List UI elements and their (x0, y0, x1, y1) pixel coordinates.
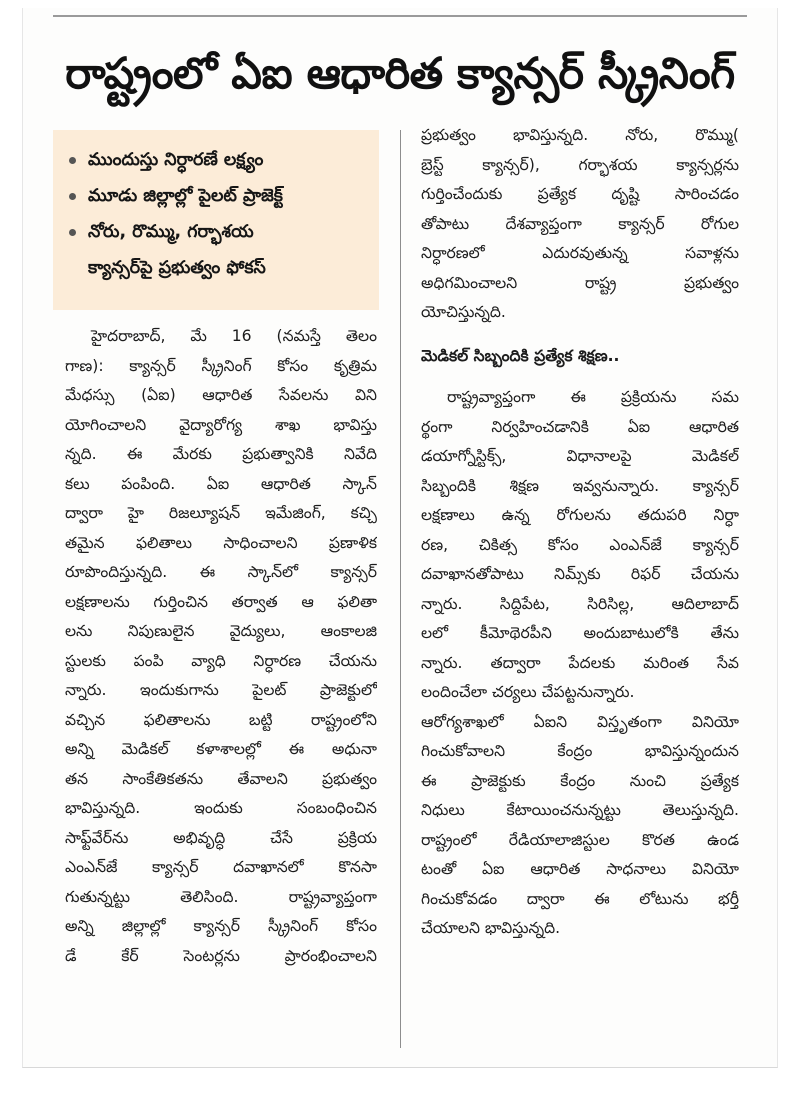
text-line: నిర్ధారణలో ఎదురవుతున్న సవాళ్లను (421, 244, 739, 262)
text-line: రాష్ట్రవ్యాప్తంగా ఈ ప్రక్రియను సమ (447, 388, 739, 406)
text-line: యోగించాలని వైద్యారోగ్య శాఖ భావిస్తు (65, 415, 377, 434)
text-line: ఎంఎన్‌జే క్యాన్సర్ దవాఖానలో కొనసా (65, 858, 377, 876)
text-line: రూపొందిస్తున్నది. ఈ స్కాన్‌లో క్యాన్సర్ (65, 563, 377, 581)
text-line: లక్షణాలను గుర్తించిన తర్వాత ఆ ఫలితా (65, 592, 377, 611)
text-line: ద్వారా హై రిజల్యూషన్ ఇమేజింగ్, కచ్చి (65, 504, 377, 522)
highlight-item (69, 214, 371, 250)
text-line: తమైన ఫలితాలు సాధించాలని ప్రణాళిక (65, 533, 377, 552)
text-line: లలో కీమోథెరపీని అందుబాటులోకి తేను (421, 624, 739, 642)
text-line: బ్రెస్ట్ క్యాన్సర్), గర్భాశయ క్యాన్సర్లను (421, 155, 739, 174)
section-subhead: మెడికల్ సిబ్బందికి ప్రత్యేక శిక్షణ.. (421, 346, 620, 365)
text-line: అన్ని మెడికల్ కళాశాలల్లో ఈ అధునా (65, 740, 377, 758)
text-line: డయాగ్నోస్టిక్స్, విధానాలపై మెడికల్ (421, 447, 739, 465)
text-line: ఆరోగ్యశాఖలో ఏఐని విస్తృతంగా వినియో (421, 712, 739, 731)
text-line: ప్రభుత్వం భావిస్తున్నది. నోరు, రొమ్ము( (421, 126, 739, 144)
text-line: దవాఖానతోపాటు నిమ్స్‌కు రిఫర్ చేయను (421, 565, 739, 583)
text-line: హైదరాబాద్, మే 16 (నమస్తే తెలం (91, 327, 377, 345)
text-line: లక్షణాలు ఉన్న రోగులను తదుపరి నిర్ధా (421, 506, 739, 524)
text-line: లందించేలా చర్యలు చేపట్టనున్నారు. (421, 683, 635, 701)
top-rule (53, 15, 747, 17)
highlight-text: మూడు జిల్లాల్లో పైలట్ ప్రాజెక్ట్ (88, 186, 283, 206)
highlight-item (69, 142, 371, 178)
text-line: అన్ని జిల్లాల్లో క్యాన్సర్ స్క్రీనింగ్ కోసం (65, 917, 377, 935)
column-divider (400, 130, 401, 1048)
text-line: గాణ): క్యాన్సర్ స్క్రీనింగ్ కోసం కృత్రిమ (65, 356, 377, 375)
bullet-icon (69, 229, 76, 236)
text-line: న్నారు. సిద్దిపేట, సిరిసిల్ల, ఆదిలాబాద్ (421, 594, 739, 613)
text-line: ఈ ప్రాజెక్టుకు కేంద్రం నుంచి ప్రత్యేక (421, 771, 739, 790)
text-line: గుతున్నట్టు తెలిసింది. రాష్ట్రవ్యాప్తంగా (65, 887, 377, 906)
text-line: రాష్ట్రంలో రేడియాలాజిస్టుల కొరత ఉండ (421, 830, 739, 849)
text-line: చేయాలని భావిస్తున్నది. (421, 919, 561, 937)
text-line: సిబ్బందికి శిక్షణ ఇవ్వనున్నారు. క్యాన్సర్ (421, 476, 739, 495)
bullet-icon (69, 193, 76, 200)
text-line: న్నారు. తద్వారా పేదలకు మరింత సేవ (421, 653, 739, 672)
text-line: భావిస్తున్నది. ఇందుకు సంబంధించిన (65, 799, 377, 817)
right-column (421, 121, 739, 944)
highlight-text: క్యాన్సర్‌పై ప్రభుత్వం ఫోకస్ (88, 258, 266, 278)
text-line: తన సాంకేతికతను తేవాలని ప్రభుత్వం (65, 769, 377, 788)
text-line: స్టులకు పంపి వ్యాధి నిర్ధారణ చేయను (65, 651, 377, 670)
headline: రాష్ట్రంలో ఏఐ ఆధారిత క్యాన్సర్ స్క్రీనింగ్ (65, 49, 735, 99)
text-line: మేధస్సు (ఏఐ) ఆధారిత సేవలను విని (65, 386, 377, 404)
highlight-text: నోరు, రొమ్ము, గర్భాశయ (88, 222, 254, 242)
text-line: తోపాటు దేశవ్యాప్తంగా క్యాన్సర్ రోగుల (421, 214, 739, 233)
text-line: గుర్తించేందుకు ప్రత్యేక దృష్టి సారించడం (421, 185, 739, 203)
highlight-text: ముందుస్తు నిర్ధారణే లక్ష్యం (88, 150, 264, 170)
highlight-item-continued (69, 250, 371, 286)
text-line: న్నది. ఈ మేరకు ప్రభుత్వానికి నివేది (65, 445, 377, 463)
text-line: అధిగమించాలని రాష్ట్ర ప్రభుత్వం (421, 273, 739, 292)
text-line: నిధులు కేటాయించనున్నట్టు తెలుస్తున్నది. (421, 801, 739, 819)
bullet-icon (69, 157, 76, 164)
text-line: కలు పంపింది. ఏఐ ఆధారిత స్కాన్ (65, 474, 377, 493)
newspaper-clipping (22, 8, 778, 1068)
text-line: ర్థంగా నిర్వహించడానికి ఏఐ ఆధారిత (421, 417, 739, 436)
text-line: టంతో ఏఐ ఆధారిత సాధనాలు వినియో (421, 860, 739, 878)
text-line: సాఫ్ట్‌వేర్‌ను అభివృద్ధి చేసే ప్రక్రియ (65, 828, 377, 847)
text-line: యోచిస్తున్నది. (421, 303, 506, 321)
text-line: గించుకోవాలని కేంద్రం భావిస్తున్నందున (421, 742, 739, 760)
text-line: రణ, చికిత్స కోసం ఎంఎన్‌జే క్యాన్సర్ (421, 535, 739, 554)
text-line: వచ్చిన ఫలితాలను బట్టి రాష్ట్రంలోని (65, 710, 377, 729)
text-line: డే కేర్ సెంటర్లను ప్రారంభించాలని (65, 946, 377, 965)
text-line: న్నారు. ఇందుకుగాను పైలట్ ప్రాజెక్టులో (65, 681, 377, 699)
left-column (65, 322, 377, 971)
text-line: లను నిపుణులైన వైద్యులు, ఆంకాలజి (65, 622, 377, 640)
highlights-box (53, 130, 379, 310)
text-line: గించుకోవడం ద్వారా ఈ లోటును భర్తీ (421, 889, 739, 908)
highlight-item (69, 178, 371, 214)
